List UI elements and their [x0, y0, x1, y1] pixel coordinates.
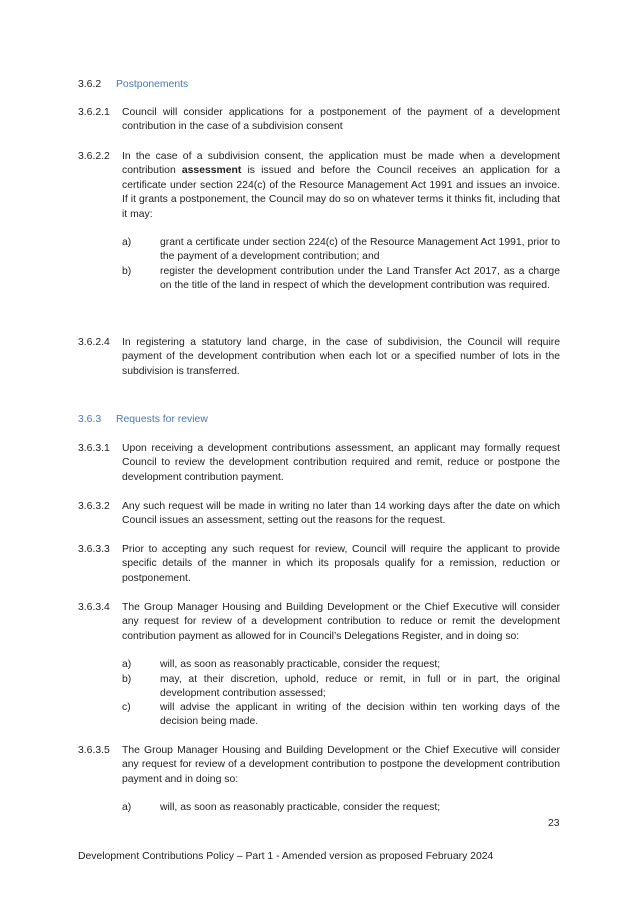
section-number: 3.6.2	[78, 79, 102, 90]
clause-number: 3.6.3.2	[78, 501, 110, 512]
sub-item-a	[122, 801, 560, 815]
sub-item-label: b)	[122, 674, 132, 685]
clause-text: The Group Manager Housing and Building Development or the Chief Executive will consider any request for review of a development contribution to postpone the development contribution payment and in doing so:	[122, 745, 560, 785]
section-title: Requests for review	[116, 414, 208, 425]
clause-text: Council will consider applications for a postponement of the payment of a development contribution in the case of a subdivision consent	[122, 107, 560, 133]
clause-3-6-2-2	[78, 150, 560, 222]
section-title: Postponements	[116, 79, 189, 90]
page-footer: Development Contributions Policy – Part 1 - Amended version as proposed February 2024	[78, 851, 494, 862]
sub-item-text: register the development contribution under the Land Transfer Act 2017, as a charge on the title of the land in respect of which the development contribution was required.	[160, 266, 560, 292]
clause-3-6-3-1	[78, 442, 560, 485]
section-number: 3.6.3	[78, 414, 102, 425]
clause-text-part: is issued and before the Council receives an application for a certificate under section 224(c) of the Resource Management Act 1991 and issues an invoice. If it grants a postponement, the Council may do so on whatever terms it thinks fit, including that it may:	[122, 165, 561, 220]
clause-number: 3.6.2.1	[78, 107, 110, 118]
clause-3-6-2-4	[78, 336, 560, 379]
sub-item-b	[122, 265, 560, 294]
sub-item-b	[122, 673, 560, 702]
clause-number: 3.6.3.1	[78, 443, 110, 454]
clause-text-part: In the case of a subdivision consent, the application must be made when a development contribution	[122, 151, 560, 177]
clause-text: Any such request will be made in writing no later than 14 working days after the date on which Council issues an assessment, setting out the reasons for the request.	[122, 501, 560, 527]
page-number: 23	[548, 818, 560, 829]
sub-item-a	[122, 658, 560, 672]
clause-3-6-3-5	[78, 744, 560, 787]
clause-number: 3.6.3.5	[78, 745, 110, 756]
clause-text: Prior to accepting any such request for review, Council will require the applicant to provide specific details of the manner in which its proposals qualify for a remission, reduction or postponement.	[122, 544, 560, 584]
sub-item-c	[122, 701, 560, 730]
clause-3-6-3-2	[78, 500, 560, 529]
section-heading-3-6-2	[78, 78, 188, 92]
clause-number: 3.6.2.2	[78, 151, 110, 162]
sub-item-label: a)	[122, 659, 132, 670]
sub-item-label: a)	[122, 802, 132, 813]
clause-text: In registering a statutory land charge, in the case of subdivision, the Council will require payment of the development contribution when each lot or a specified number of lots in the subdivision is transferred.	[122, 337, 560, 377]
clause-text	[122, 150, 560, 222]
sub-item-text: will, as soon as reasonably practicable, consider the request;	[160, 659, 441, 670]
clause-number: 3.6.2.4	[78, 337, 110, 348]
section-heading-3-6-3	[78, 413, 208, 427]
bold-term: assessment	[181, 165, 242, 177]
clause-number: 3.6.3.3	[78, 544, 110, 555]
clause-3-6-3-4	[78, 601, 560, 644]
clause-3-6-2-1	[78, 106, 560, 135]
sub-item-text: will, as soon as reasonably practicable, consider the request;	[160, 802, 441, 813]
clause-text: The Group Manager Housing and Building Development or the Chief Executive will consider any request for review of a development contribution to reduce or remit the development contribution payment as allowed for in Council’s Delegations Register, and in doing so:	[122, 602, 560, 642]
sub-item-text: grant a certificate under section 224(c) of the Resource Management Act 1991, prior to the payment of a development contribution; and	[160, 237, 560, 263]
sub-item-label: a)	[122, 237, 132, 248]
sub-item-text: will advise the applicant in writing of the decision within ten working days of the decision being made.	[160, 702, 560, 728]
sub-item-a	[122, 236, 560, 265]
clause-text: Upon receiving a development contributions assessment, an applicant may formally request Council to review the development contribution required and remit, reduce or postpone the development contribution payment.	[122, 443, 560, 483]
sub-item-text: may, at their discretion, uphold, reduce or remit, in full or in part, the original development contribution assessed;	[160, 674, 560, 700]
clause-3-6-3-3	[78, 543, 560, 586]
sub-item-label: b)	[122, 266, 132, 277]
sub-item-label: c)	[122, 702, 131, 713]
clause-number: 3.6.3.4	[78, 602, 110, 613]
